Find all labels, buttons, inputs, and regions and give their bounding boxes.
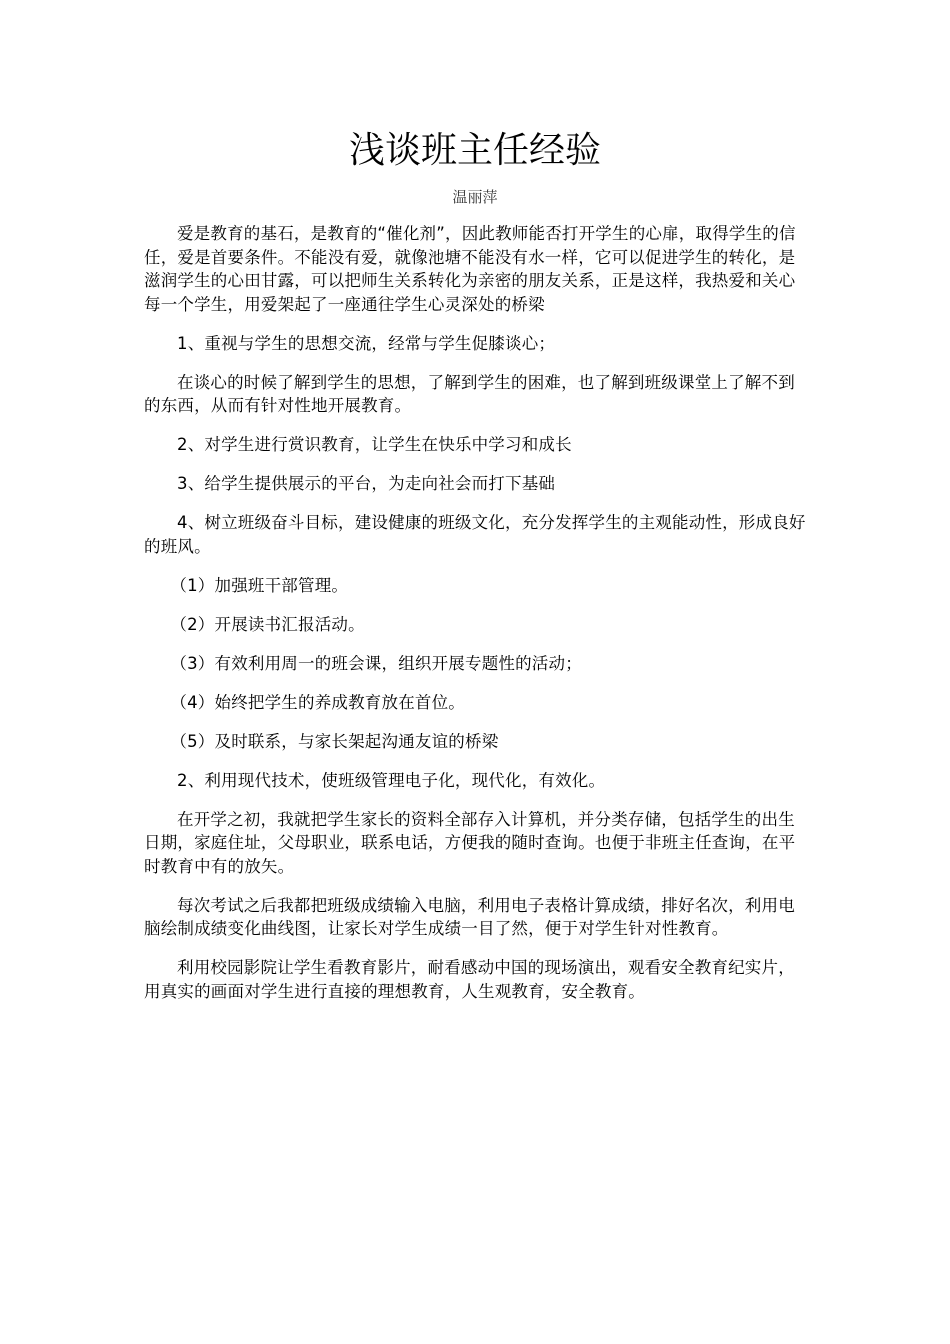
paragraph-point-1-detail: 在谈心的时候了解到学生的思想，了解到学生的困难，也了解到班级课堂上了解不到的东西，从而有针对性地开展教育。: [144, 372, 795, 415]
paragraph-point-1: 1、重视与学生的思想交流，经常与学生促膝谈心；: [177, 333, 556, 353]
paragraph-technology-grades: 每次考试之后我都把班级成绩输入电脑，利用电子表格计算成绩，排好名次，利用电脑绘制成绩变化曲线图，让家长对学生成绩一目了然，便于对学生针对性教育。: [144, 895, 795, 938]
paragraph-technology: 2、利用现代技术，使班级管理电子化，现代化，有效化。: [177, 770, 606, 790]
paragraph-intro: 爱是教育的基石，是教育的“催化剂”，因此教师能否打开学生的心扉，取得学生的信任，爱是首要条件。不能没有爱，就像池塘不能没有水一样，它可以促进学生的转化，是滋润学生的心田甘露，可以把师生关系转化为亲密的朋友关系，正是这样，我热爱和关心每一个学生，用爱架起了一座通往学生心灵深处的桥梁: [144, 224, 796, 314]
paragraph-subpoint-2: （2）开展读书汇报活动。: [170, 614, 365, 634]
document-body: [144, 222, 808, 1019]
document-title: 浅谈班主任经验: [348, 130, 601, 171]
paragraph-subpoint-1: （1）加强班干部管理。: [170, 575, 349, 595]
paragraph-technology-records: 在开学之初，我就把学生家长的资料全部存入计算机，并分类存储，包括学生的出生日期，家庭住址，父母职业，联系电话，方便我的随时查询。也便于非班主任查询，在平时教育中有的放矢。: [144, 809, 796, 876]
paragraph-subpoint-5: （5）及时联系，与家长架起沟通友谊的桥梁: [170, 731, 499, 751]
paragraph-subpoint-3: （3）有效利用周一的班会课，组织开展专题性的活动；: [170, 653, 582, 673]
paragraph-technology-cinema: 利用校园影院让学生看教育影片，耐看感动中国的现场演出，观看安全教育纪实片，用真实的画面对学生进行直接的理想教育，人生观教育，安全教育。: [144, 958, 795, 1001]
paragraph-subpoint-4: （4）始终把学生的养成教育放在首位。: [170, 692, 465, 712]
paragraph-point-2: 2、对学生进行赏识教育，让学生在快乐中学习和成长: [177, 435, 572, 454]
paragraph-point-4: 4、树立班级奋斗目标，建设健康的班级文化，充分发挥学生的主观能动性，形成良好的班风。: [144, 513, 806, 556]
document-author: 温丽萍: [452, 188, 498, 206]
paragraph-point-3: 3、给学生提供展示的平台，为走向社会而打下基础: [177, 474, 556, 493]
